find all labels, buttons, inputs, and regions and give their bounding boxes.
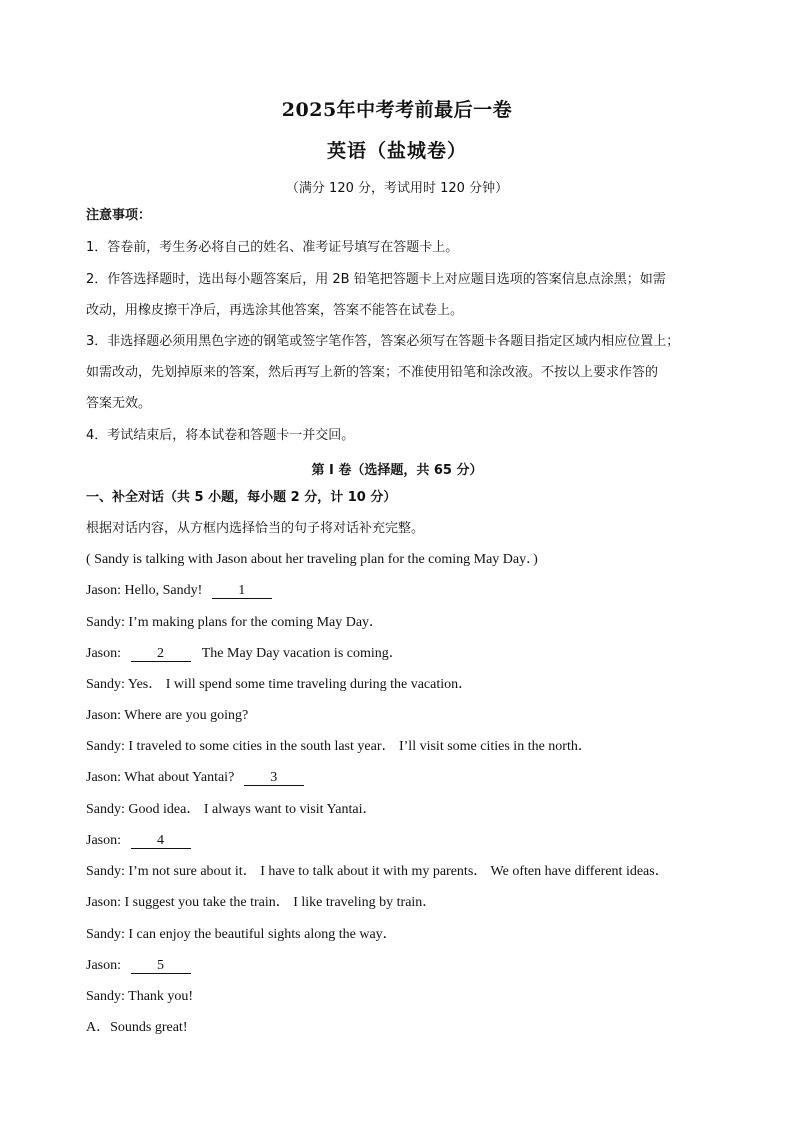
dialogue-line-5: Jason: Where are you going? xyxy=(86,708,249,723)
dialogue-line-13-speaker: Jason: xyxy=(86,958,121,973)
exam-title: 2025年中考考前最后一卷 xyxy=(281,99,513,121)
dialogue-line-12: Sandy: I can enjoy the beautiful sights along the way． xyxy=(86,927,397,942)
note-item-3-line-3: 答案无效。 xyxy=(86,396,152,411)
dialogue-line-3-speaker: Jason: xyxy=(86,646,121,661)
note-item-3-line-2: 如需改动，先划掉原来的答案，然后再写上新的答案；不准使用铅笔和涂改液。不按以上要求作答的 xyxy=(86,365,659,380)
dialogue-line-3 xyxy=(86,646,403,662)
notes-heading: 注意事项： xyxy=(86,208,152,223)
score-time-note: （满分 120 分，考试用时 120 分钟） xyxy=(285,181,509,196)
exam-subtitle: 英语（盐城卷） xyxy=(326,140,467,162)
answer-blank-5: 5 xyxy=(131,959,191,974)
option-a: A．Sounds great! xyxy=(86,1020,188,1035)
dialogue-line-1-text: Jason: Hello, Sandy! xyxy=(86,583,203,598)
answer-blank-4: 4 xyxy=(131,834,191,849)
dialogue-line-10: Sandy: I’m not sure about it． I have to talk about it with my parents． We often have different ideas． xyxy=(86,864,669,879)
dialogue-line-7 xyxy=(86,770,304,786)
note-item-2-line-2: 改动，用橡皮擦干净后，再选涂其他答案，答案不能答在试卷上。 xyxy=(86,303,464,318)
answer-blank-3: 3 xyxy=(244,771,304,786)
dialogue-line-4: Sandy: Yes． I will spend some time traveling during the vacation． xyxy=(86,677,473,692)
dialogue-line-3-text: The May Day vacation is coming． xyxy=(201,646,403,661)
note-item-2-line-1: 2．作答选择题时，选出每小题答案后，用 2B 铅笔把答题卡上对应题目选项的答案信息点涂黑；如需 xyxy=(86,272,666,287)
section-1-heading: 一、补全对话（共 5 小题，每小题 2 分，计 10 分） xyxy=(86,490,397,505)
dialogue-line-7-text: Jason: What about Yantai? xyxy=(86,770,235,785)
part-1-heading: 第 I 卷（选择题，共 65 分） xyxy=(311,463,483,478)
note-item-1: 1．答卷前，考生务必将自己的姓名、准考证号填写在答题卡上。 xyxy=(86,240,459,255)
dialogue-line-9 xyxy=(86,833,191,849)
answer-blank-2: 2 xyxy=(131,647,191,662)
note-item-3-line-1: 3．非选择题必须用黑色字迹的钢笔或签字笔作答，答案必须写在答题卡各题目指定区域内相应位置上； xyxy=(86,334,680,349)
dialogue-line-13 xyxy=(86,958,191,974)
answer-blank-1: 1 xyxy=(212,584,272,599)
dialogue-line-2: Sandy: I’m making plans for the coming May Day． xyxy=(86,615,384,630)
dialogue-line-11: Jason: I suggest you take the train． I like traveling by train． xyxy=(86,895,437,910)
dialogue-line-14: Sandy: Thank you! xyxy=(86,989,194,1004)
dialogue-line-9-speaker: Jason: xyxy=(86,833,121,848)
dialogue-line-6: Sandy: I traveled to some cities in the south last year． I’ll visit some cities in the north． xyxy=(86,739,592,754)
dialogue-line-8: Sandy: Good idea． I always want to visit Yantai． xyxy=(86,802,377,817)
dialogue-context: ( Sandy is talking with Jason about her traveling plan for the coming May Day．) xyxy=(86,552,538,567)
note-item-4: 4．考试结束后，将本试卷和答题卡一并交回。 xyxy=(86,428,355,443)
dialogue-line-1 xyxy=(86,583,272,599)
section-1-instruction: 根据对话内容，从方框内选择恰当的句子将对话补充完整。 xyxy=(86,521,425,536)
